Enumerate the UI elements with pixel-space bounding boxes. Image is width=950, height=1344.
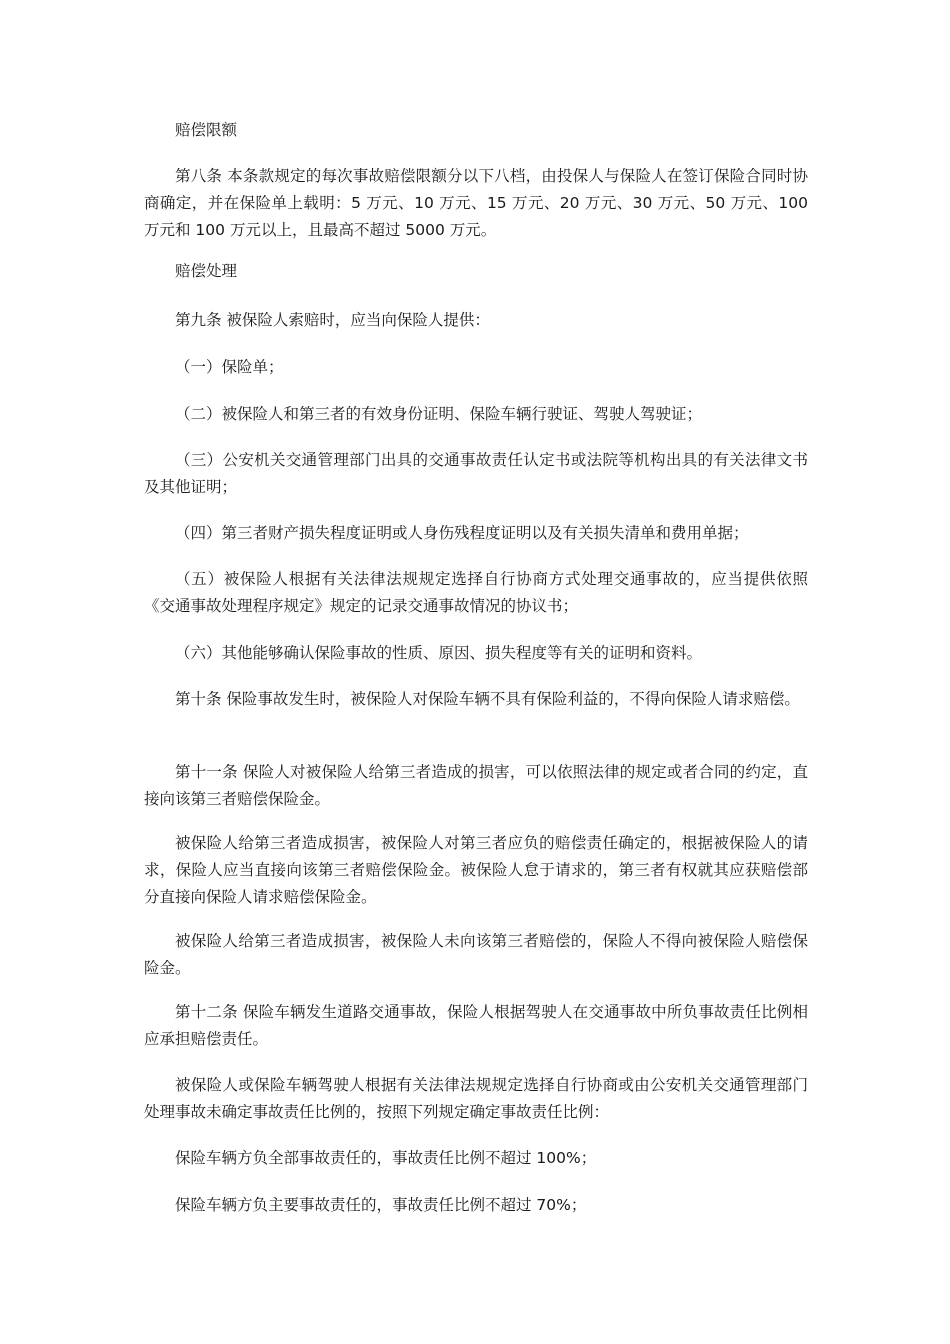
article-11-para-3: 被保险人给第三者造成损害，被保险人未向该第三者赔偿的，保险人不得向被保险人赔偿保险金。	[144, 932, 808, 977]
article-8: 第八条 本条款规定的每次事故赔偿限额分以下八档，由投保人与保险人在签订保险合同时协商确定，并在保险单上载明：5 万元、10 万元、15 万元、20 万元、30 万元、50 万元、100 万元和 100 万元以上，且最高不超过 5000 万元。	[144, 167, 808, 239]
list-item-6: （六）其他能够确认保险事故的性质、原因、损失程度等有关的证明和资料。	[175, 644, 703, 662]
article-12: 第十二条 保险车辆发生道路交通事故，保险人根据驾驶人在交通事故中所负事故责任比例相应承担赔偿责任。	[144, 1003, 808, 1048]
list-item-3: （三）公安机关交通管理部门出具的交通事故责任认定书或法院等机构出具的有关法律文书及其他证明；	[144, 451, 808, 496]
article-9: 第九条 被保险人索赔时，应当向保险人提供：	[175, 311, 490, 329]
ratio-full-liability: 保险车辆方负全部事故责任的，事故责任比例不超过 100%；	[175, 1149, 597, 1167]
ratio-major-liability: 保险车辆方负主要事故责任的，事故责任比例不超过 70%；	[175, 1196, 587, 1214]
section-heading-claim-handling: 赔偿处理	[175, 262, 238, 280]
article-10: 第十条 保险事故发生时，被保险人对保险车辆不具有保险利益的，不得向保险人请求赔偿。	[175, 690, 800, 708]
list-item-4: （四）第三者财产损失程度证明或人身伤残程度证明以及有关损失清单和费用单据；	[175, 524, 749, 542]
list-item-1: （一）保险单；	[175, 358, 284, 376]
article-12-para-2: 被保险人或保险车辆驾驶人根据有关法律法规规定选择自行协商或由公安机关交通管理部门处理事故未确定事故责任比例的，按照下列规定确定事故责任比例：	[144, 1076, 808, 1121]
list-item-5: （五）被保险人根据有关法律法规规定选择自行协商方式处理交通事故的，应当提供依照《交通事故处理程序规定》规定的记录交通事故情况的协议书；	[144, 570, 808, 615]
list-item-2: （二）被保险人和第三者的有效身份证明、保险车辆行驶证、驾驶人驾驶证；	[175, 405, 703, 423]
article-11: 第十一条 保险人对被保险人给第三者造成的损害，可以依照法律的规定或者合同的约定，直接向该第三者赔偿保险金。	[144, 763, 808, 808]
article-11-para-2: 被保险人给第三者造成损害，被保险人对第三者应负的赔偿责任确定的，根据被保险人的请求，保险人应当直接向该第三者赔偿保险金。被保险人怠于请求的，第三者有权就其应获赔偿部分直接向保险人请求赔偿保险金。	[144, 834, 808, 906]
section-heading-compensation-limit: 赔偿限额	[175, 121, 238, 139]
